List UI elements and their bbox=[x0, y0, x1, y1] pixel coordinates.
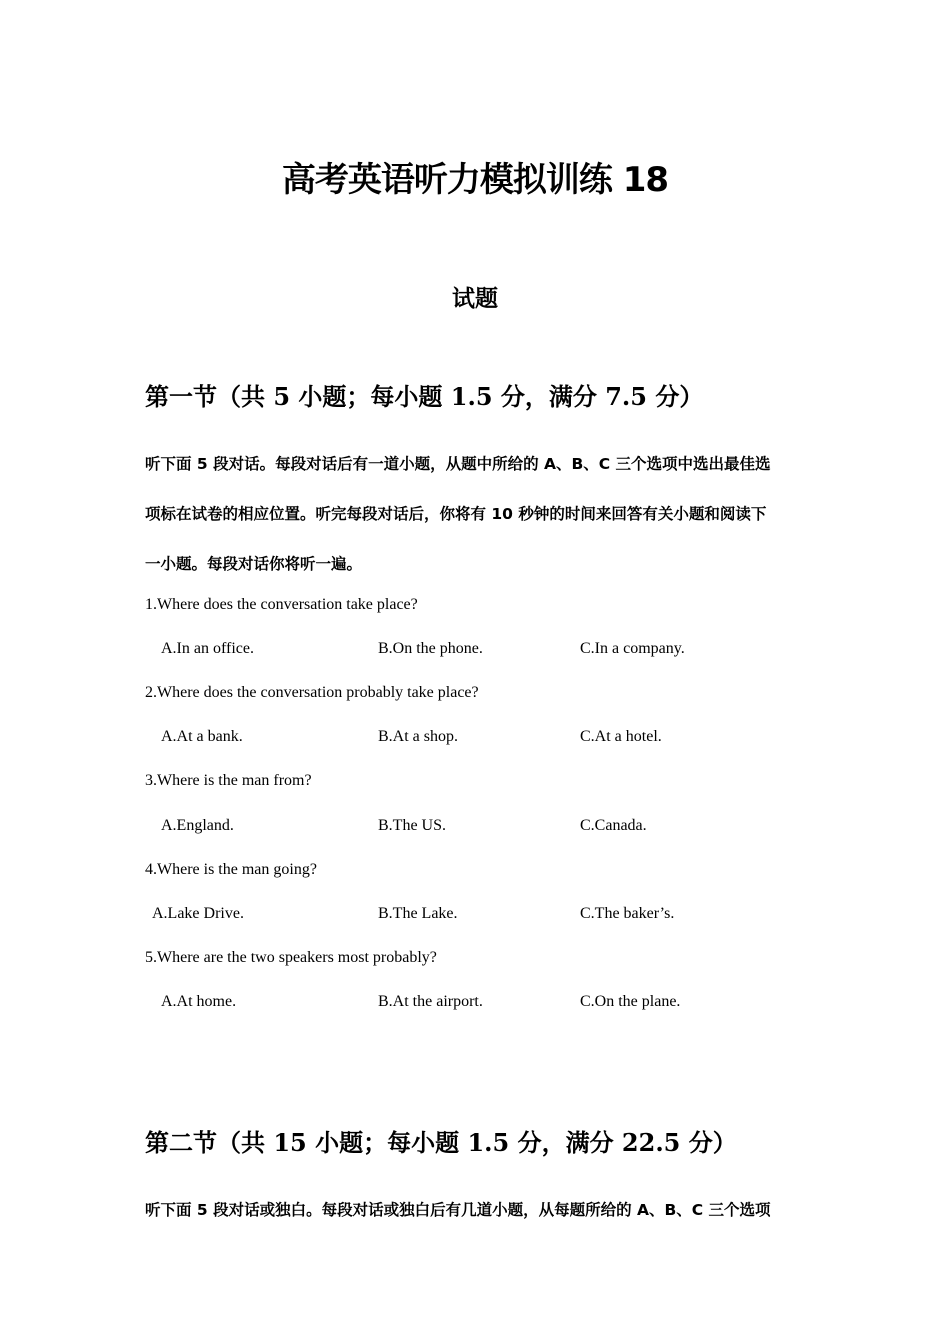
question-5-option-a: A.At home. bbox=[161, 993, 237, 1010]
question-3: 3.Where is the man from? bbox=[145, 772, 312, 789]
question-3-option-c: C.Canada. bbox=[580, 817, 647, 834]
question-3-option-b: B.The US. bbox=[378, 817, 446, 834]
question-2-option-b: B.At a shop. bbox=[378, 728, 458, 745]
question-4: 4.Where is the man going? bbox=[145, 861, 317, 878]
section-1-instructions-line-1: 听下面 5 段对话。每段对话后有一道小题，从题中所给的 A、B、C 三个选项中选出最佳选 bbox=[145, 455, 771, 473]
section-1-heading: 第一节（共 5 小题；每小题 1.5 分，满分 7.5 分） bbox=[145, 382, 704, 411]
question-2: 2.Where does the conversation probably take place? bbox=[145, 684, 479, 701]
question-2-option-c: C.At a hotel. bbox=[580, 728, 662, 745]
question-1-option-b: B.On the phone. bbox=[378, 640, 483, 657]
section-1-instructions-line-3: 一小题。每段对话你将听一遍。 bbox=[145, 555, 363, 573]
document-title: 高考英语听力模拟训练 18 bbox=[281, 160, 669, 200]
question-4-option-b: B.The Lake. bbox=[378, 905, 458, 922]
question-4-option-c: C.The baker’s. bbox=[580, 905, 675, 922]
question-5-option-b: B.At the airport. bbox=[378, 993, 483, 1010]
question-1-option-c: C.In a company. bbox=[580, 640, 685, 657]
question-1: 1.Where does the conversation take place? bbox=[145, 596, 418, 613]
question-3-option-a: A.England. bbox=[161, 817, 234, 834]
section-1-instructions-line-2: 项标在试卷的相应位置。听完每段对话后，你将有 10 秒钟的时间来回答有关小题和阅读下 bbox=[145, 505, 767, 523]
document-subtitle: 试题 bbox=[452, 286, 498, 312]
question-1-option-a: A.In an office. bbox=[161, 640, 254, 657]
section-2-instructions-line-1: 听下面 5 段对话或独白。每段对话或独白后有几道小题，从每题所给的 A、B、C 三个选项 bbox=[145, 1201, 771, 1219]
question-5: 5.Where are the two speakers most probably? bbox=[145, 949, 437, 966]
section-2-heading: 第二节（共 15 小题；每小题 1.5 分，满分 22.5 分） bbox=[145, 1128, 737, 1157]
question-2-option-a: A.At a bank. bbox=[161, 728, 243, 745]
question-4-option-a: A.Lake Drive. bbox=[152, 905, 244, 922]
question-5-option-c: C.On the plane. bbox=[580, 993, 681, 1010]
